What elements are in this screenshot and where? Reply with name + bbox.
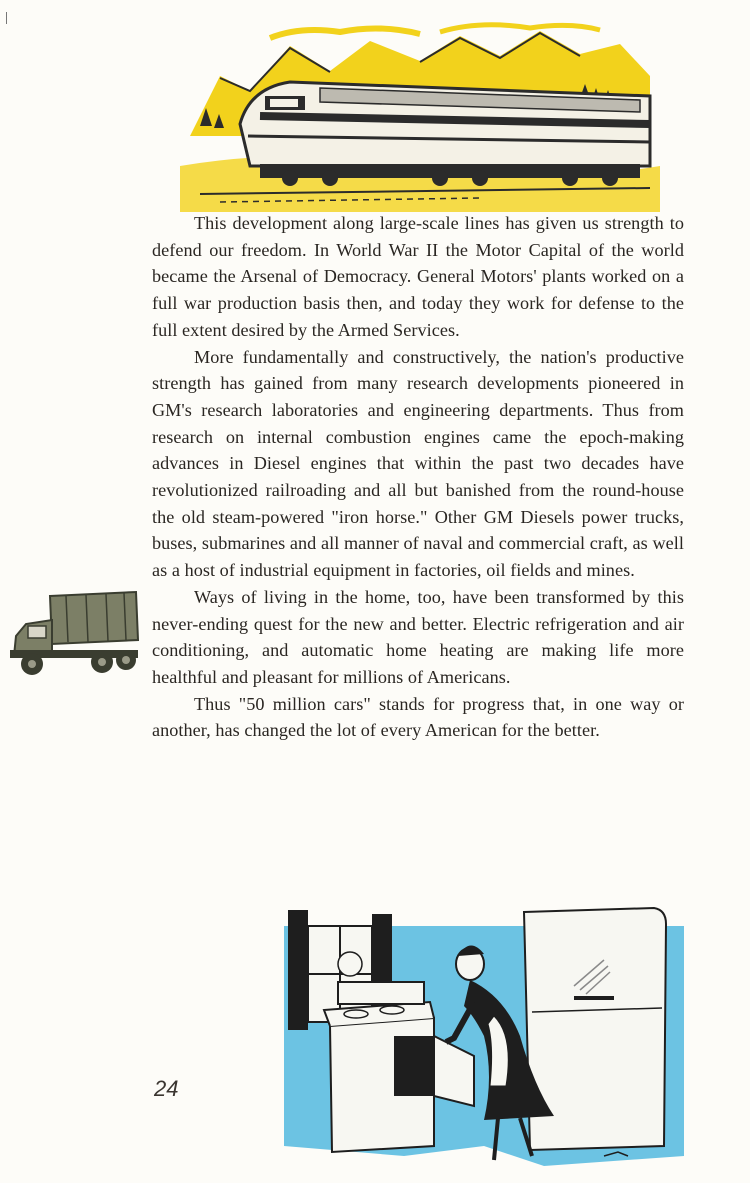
army-truck-illustration [6, 588, 142, 686]
paragraph: This development along large-scale lines has given us strength to defend our freedom. In World War II the Motor Capital of the world became the Arsenal of Democracy. General Motors' plants worked on a full war production basis then, and today they work for defense to the full extent desired by the Armed Services. [152, 213, 684, 340]
paragraph: Ways of living in the home, too, have been transformed by this never-ending quest for the new and better. Electric refrigeration and air conditioning, and automatic home heating are making life more healthful and pleasant for millions of Americans. [152, 586, 684, 687]
paragraph: More fundamentally and constructively, the nation's productive strength has gained from many research developments pioneered in GM's research laboratories and engineering departments. Thus from research on internal combustion engines came the epoch-making advances in Diesel engines that within the past two decades have revolutionized railroading and all but banished from the round-house the old steam-powered "iron horse." Other GM Diesels power trucks, buses, submarines and all manner of naval and commercial craft, as well as a host of industrial equipment in factories, oil fields and mines. [152, 346, 684, 581]
paragraph: Thus "50 million cars" stands for progress that, in one way or another, has changed the lot of every American for the better. [152, 693, 684, 741]
margin-mark [6, 12, 7, 24]
body-text [152, 210, 684, 744]
kitchen-woman-oven-illustration [284, 906, 684, 1176]
page-number: 24 [154, 1076, 179, 1101]
diesel-locomotive-illustration [180, 16, 660, 212]
